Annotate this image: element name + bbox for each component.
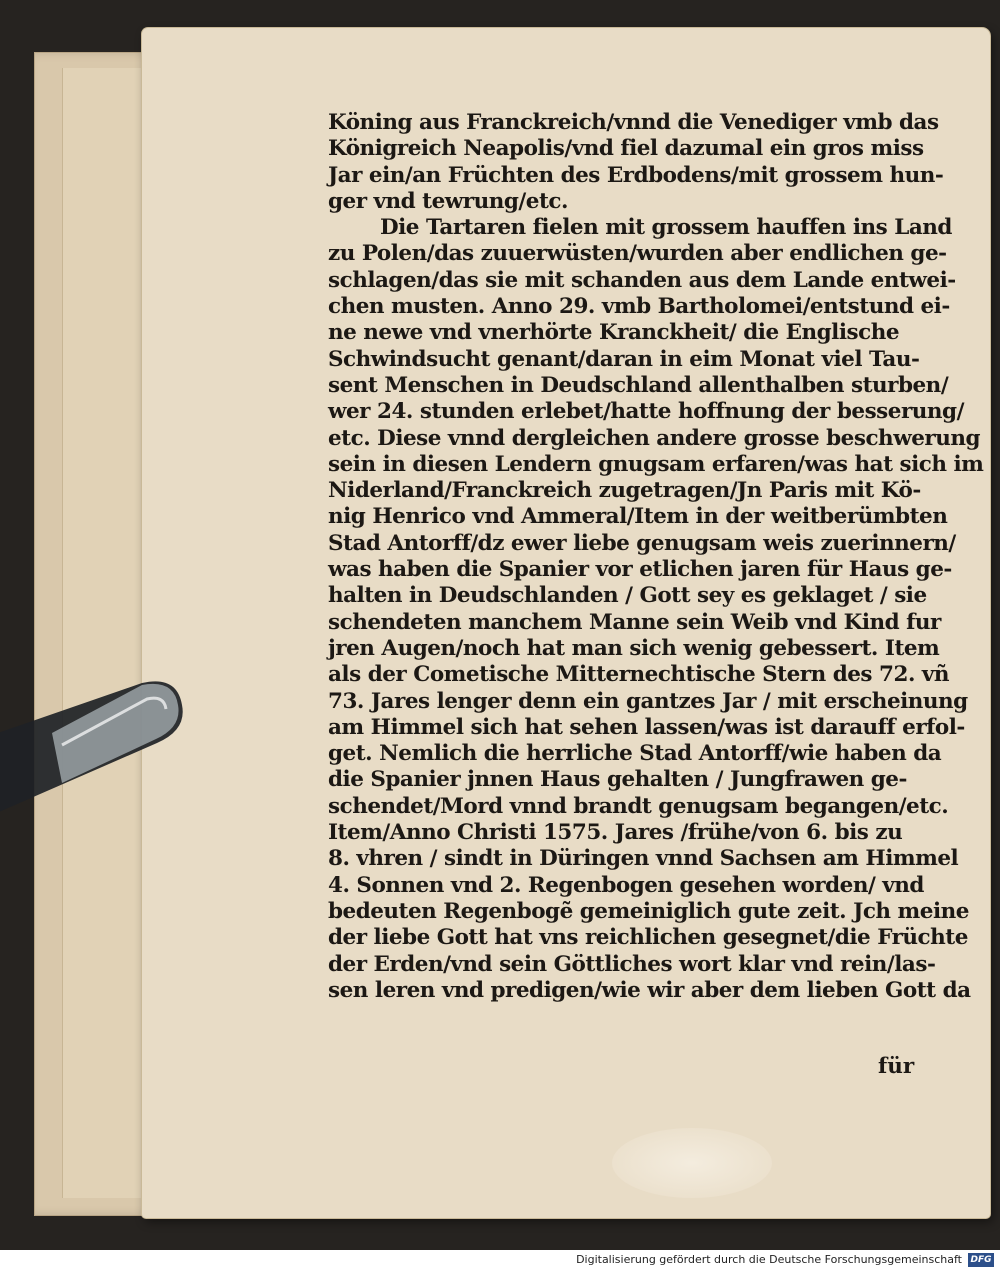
text-line: ne newe vnd vnerhörte Kranckheit/ die Englische [328, 320, 900, 346]
text-line: ger vnd tewrung/etc. [328, 188, 568, 214]
text-line: am Himmel sich hat sehen lassen/was ist darauff erfol- [328, 714, 965, 740]
text-line: Köning aus Franckreich/vnnd die Venediger vmb das [328, 110, 939, 135]
footer-credit: Digitalisierung gefördert durch die Deutsche Forschungsgemeinschaft [576, 1253, 962, 1266]
dfg-logo-icon: DFG [968, 1253, 994, 1267]
paper-stain [612, 1128, 772, 1198]
text-line: schendeten manchem Manne sein Weib vnd Kind fur [328, 609, 941, 635]
page-weight-marker [0, 675, 192, 815]
text-line: chen musten. Anno 29. vmb Bartholomei/entstund ei- [328, 294, 950, 320]
text-line: bedeuten Regenbogẽ gemeiniglich gute zeit. Jch meine [328, 898, 969, 924]
text-line: sen leren vnd predigen/wie wir aber dem lieben Gott da [328, 977, 971, 1003]
text-line: nig Henrico vnd Ammeral/Item in der weitberümbten [328, 504, 948, 530]
text-line: Stad Antorff/dz ewer liebe genugsam weis zuerinnern/ [328, 530, 956, 556]
text-line: Schwindsucht genant/daran in eim Monat viel Tau- [328, 346, 920, 372]
text-line: get. Nemlich die herrliche Stad Antorff/wie haben da [328, 741, 942, 767]
text-line: der Erden/vnd sein Göttliches wort klar vnd rein/las- [328, 951, 936, 977]
text-line: wer 24. stunden erlebet/hatte hoffnung der besserung/ [328, 399, 964, 425]
text-line: der liebe Gott hat vns reichlichen gesegnet/die Früchte [328, 925, 968, 951]
body-text [328, 110, 984, 1004]
text-line: die Spanier jnnen Haus gehalten / Jungfrawen ge- [328, 767, 907, 793]
footer-bar [0, 1250, 1000, 1271]
text-line: etc. Diese vnnd dergleichen andere grosse beschwerung [328, 425, 980, 451]
text-line: sein in diesen Lendern gnugsam erfaren/was hat sich im [328, 451, 984, 477]
text-line: Niderland/Franckreich zugetragen/Jn Paris mit Kö- [328, 478, 921, 504]
text-line: schlagen/das sie mit schanden aus dem Lande entwei- [328, 267, 956, 293]
text-line: 73. Jares lenger denn ein gantzes Jar / mit erscheinung [328, 688, 968, 714]
text-line: Item/Anno Christi 1575. Jares /frühe/von 6. bis zu [328, 820, 903, 846]
text-line: zu Polen/das zuuerwüsten/wurden aber endlichen ge- [328, 241, 947, 267]
text-line: Jar ein/an Früchten des Erdbodens/mit grossem hun- [328, 162, 944, 188]
catchword: für [878, 1054, 915, 1079]
text-line: sent Menschen in Deudschland allenthalben sturben/ [328, 372, 949, 398]
text-line: halten in Deudschlanden / Gott sey es geklaget / sie [328, 583, 927, 609]
text-line: was haben die Spanier vor etlichen jaren für Haus ge- [328, 557, 952, 583]
text-line: Königreich Neapolis/vnd fiel dazumal ein gros miss [328, 136, 924, 162]
text-line: als der Cometische Mitternechtische Stern des 72. vñ [328, 662, 950, 688]
text-line: 4. Sonnen vnd 2. Regenbogen gesehen worden/ vnd [328, 872, 924, 898]
text-line: schendet/Mord vnnd brandt genugsam begangen/etc. [328, 793, 949, 819]
text-line: Die Tartaren fielen mit grossem hauffen ins Land [380, 215, 952, 241]
text-line: 8. vhren / sindt in Düringen vnnd Sachsen am Himmel [328, 846, 959, 872]
text-line: jren Augen/noch hat man sich wenig gebessert. Item [328, 635, 940, 661]
